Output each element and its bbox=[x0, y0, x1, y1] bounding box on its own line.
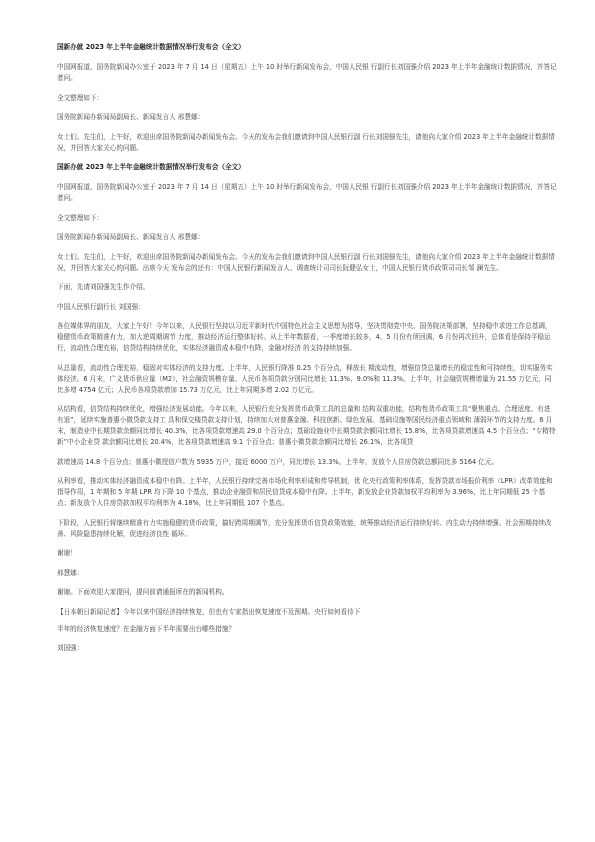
article-title: 国新办就 2023 年上半年金融统计数据情况举行发布会（全文） bbox=[57, 163, 245, 171]
paragraph: 女士们、先生们，上午好，欢迎出席国务院新闻办新闻发布会。今天的发布会我们邀请到中国人民银行副 行长刘国强先生，请他向大家介绍 2023 年上半年金融统计数据情况，并回答大家关心的问题。 bbox=[57, 132, 555, 152]
paragraph: 国务院新闻办新闻局副局长、新闻发言人 邢慧娜： bbox=[57, 233, 205, 241]
paragraph: 国务院新闻办新闻局副局长、新闻发言人 邢慧娜： bbox=[57, 113, 205, 121]
paragraph: 从结构看，信贷结构持续优化，增强经济发展动能。今年以来，人民银行充分发挥货币政策工具的总量和 结构双重功能，结构性货币政策工具“聚焦重点、合理适度、有进有退”，延续实施普惠小微贷款支持工 具和保交楼贷款支持计划，持续加大对普惠金融、科技创新、绿色发展、基础设施等国民经济重点领域和 薄弱环节的支持力度。6 月末，制造业中长期贷款余额同比增长 40.3%，比各项贷款增速高 29.0 个百分点；基础设施业中长期贷款余额同比增长 15.8%，比各项贷款增速高 4.5 个百分点；“专精特新”中小企业贷 款余额同比增长 20.4%，比各项贷款增速高 9.1 个百分点；普惠小微贷款余额同比增长 26.1%，比各项贷 bbox=[57, 405, 556, 446]
paragraph: 女士们、先生们，上午好，欢迎出席国务院新闻办新闻发布会。今天的发布会我们邀请到中国人民银行副 行长刘国强先生，请他向大家介绍 2023 年上半年金融统计数据情况，并回答大家关心的问题。出席今天 发布会的还有：中国人民银行新闻发言人、调查统计司司长阮健弘女士，中国人民银行货币政策司司长邹 澜先生。 bbox=[57, 252, 555, 272]
paragraph: 全文整理如下： bbox=[57, 213, 104, 222]
paragraph: 刘国强： bbox=[57, 644, 84, 652]
paragraph: 款增速高 14.8 个百分点；普惠小微授信户数为 5935 万户，接近 6000 万户，同比增长 13.3%。上半年，发放个人住房贷款总额同比多 5164 亿元。 bbox=[57, 457, 499, 466]
article-title: 国新办就 2023 年上半年金融统计数据情况举行发布会（全文） bbox=[57, 43, 245, 51]
paragraph: 全文整理如下： bbox=[57, 93, 104, 102]
paragraph: 下面，先请刘国强先生作介绍。 bbox=[57, 283, 150, 291]
paragraph: 从利率看，推动实体经济融资成本稳中有降。上半年，人民银行持续完善市场化利率形成和传导机制，优 化央行政策利率体系，发挥贷款市场报价利率（LPR）改革效能和指导作用，1 年期和 5 年期 LPR 均下降 10 个基点，推动企业融资和居民信贷成本稳中有降。上半年，新发放企业贷款加权平均利率为 3.96%，比上年同期低 25 个基点；新发放个人住房贷款加权平均利率为 4.18%，比上年同期低 107 个基点。 bbox=[57, 477, 553, 507]
paragraph: 从总量看，流动性合理充裕，稳固对实体经济的支持力度。上半年，人民银行降准 0.25 个百分点，释放长 期流动性，增强信贷总量增长的稳定性和可持续性，切实服务实体经济。6 月末，广义货币供应量（M2），社会融资规模存量、人民币各项贷款分别同比增长 11.3%、9.0%和 11.3%。上半年，社会融资规模增量为 21.55 万亿元，同比多增 4754 亿元；人民币各项贷款增加 15.73 万亿元，比上年同期多增 2.02 万亿元。 bbox=[57, 363, 553, 394]
paragraph: 邢慧娜： bbox=[57, 568, 84, 577]
paragraph: 中国网报道，国务院新闻办公室于 2023 年 7 月 14 日（星期五）上午 10 时举行新闻发布会，中国人民银 行副行长刘国强介绍 2023 年上半年金融统计数据情况，并答记者问。 bbox=[57, 183, 557, 202]
paragraph: 谢谢。下面欢迎大家提问，提问前请通报所在的新闻机构。 bbox=[57, 588, 229, 596]
paragraph: 中国网报道，国务院新闻办公室于 2023 年 7 月 14 日（星期五）上午 10 时举行新闻发布会，中国人民银 行副行长刘国强介绍 2023 年上半年金融统计数据情况，并答记者问。 bbox=[57, 63, 557, 82]
paragraph: 半年的经济恢复速度？在金融方面下半年需要出台哪些措施？ bbox=[57, 624, 236, 633]
paragraph: 【日本朝日新闻记者】今年以来中国经济持续恢复，但也有专家指出恢复速度不及预期。央行如何看待下 bbox=[57, 607, 361, 616]
paragraph: 谢谢！ bbox=[57, 549, 77, 557]
paragraph: 各位媒体界的朋友，大家上午好！今年以来，人民银行坚持以习近平新时代中国特色社会主义思想为指导，坚决贯彻党中央、国务院决策部署，坚持稳中求进工作总基调，稳健货币政策精准有力，加大逆周期调节 力度，推动经济运行整体好转。从上半年数据看，一季度增长较多，4、5 月份有所回调，6 月份再次回升，总体看是保持平稳运行，流动性合理充裕，信贷结构持续优化，实体经济融资成本稳中有降，金融对经济 的支持持续加强。 bbox=[57, 322, 552, 352]
paragraph: 下阶段，人民银行将继续精准有力实施稳健的货币政策，搞好跨周期调节，充分发挥货币信贷政策效能，统筹推动经济运行持续好转、内生动力持续增强、社会预期持续改善、风险隐患持续化解，促进经济良性 循环。 bbox=[57, 518, 552, 538]
paragraph: 中国人民银行副行长 刘国强： bbox=[57, 302, 145, 311]
